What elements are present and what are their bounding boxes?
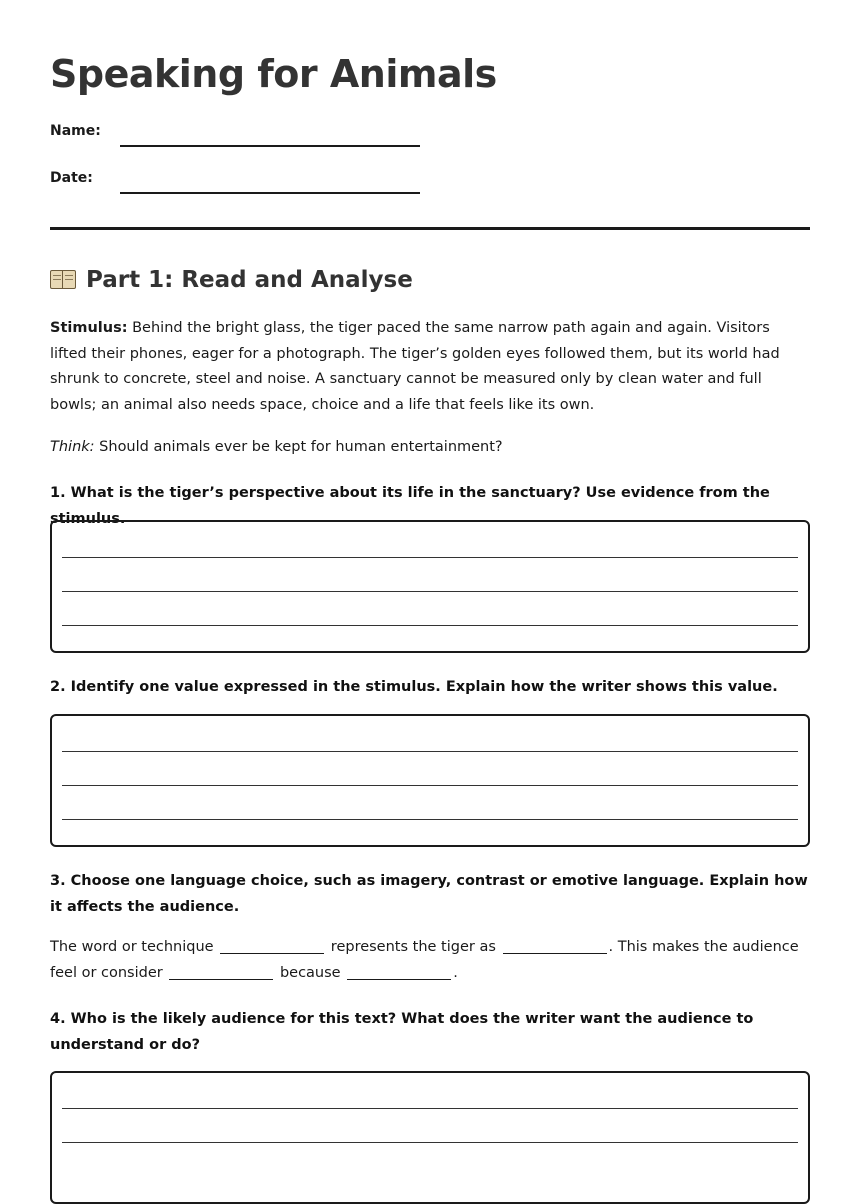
- answer-box-1[interactable]: [50, 520, 810, 653]
- writing-line: [62, 557, 798, 558]
- blank-representation[interactable]: [503, 939, 607, 954]
- frame-text-2: represents the tiger as: [330, 939, 496, 955]
- part1-heading: [50, 264, 413, 296]
- stimulus-text: Behind the bright glass, the tiger paced the same narrow path again and again. Visitors lifted their phones, eager for a photograph. The tiger’s golden eyes followed them, but its world had shrunk to concrete, steel and noise. A sanctuary cannot be measured only by clean water and full bowls; an animal also needs space, choice and a life that feels like its own.: [50, 320, 780, 414]
- think-text: Should animals ever be kept for human entertainment?: [99, 439, 503, 455]
- name-line[interactable]: [120, 145, 420, 147]
- stimulus-label: Stimulus:: [50, 320, 128, 336]
- writing-line: [62, 1108, 798, 1109]
- page-title: Speaking for Animals: [50, 52, 497, 96]
- writing-line: [62, 1142, 798, 1143]
- writing-line: [62, 819, 798, 820]
- frame-text-4: because: [279, 964, 341, 981]
- frame-text-5: .: [453, 964, 458, 981]
- question-3: 3. Choose one language choice, such as imagery, contrast or emotive language. Explain how it affects the audience.: [50, 873, 808, 915]
- writing-line: [62, 785, 798, 786]
- frame-text-3: . This makes the audience feel or consider: [50, 939, 799, 981]
- writing-line: [62, 751, 798, 752]
- stimulus-paragraph: [50, 316, 810, 419]
- date-field[interactable]: [50, 168, 430, 198]
- think-prompt: [50, 435, 810, 461]
- date-label: Date:: [50, 170, 93, 186]
- question-1: 1. What is the tiger’s perspective about its life in the sanctuary? Use evidence from the stimulus.: [50, 485, 770, 527]
- frame-text-1: The word or technique: [50, 939, 214, 955]
- answer-box-2[interactable]: [50, 714, 810, 847]
- open-book-icon: [50, 269, 76, 289]
- date-line[interactable]: [120, 192, 420, 194]
- header-divider: [50, 227, 810, 230]
- blank-feel-consider[interactable]: [169, 965, 273, 980]
- think-label: Think:: [50, 439, 95, 455]
- writing-line: [62, 625, 798, 626]
- name-field[interactable]: [50, 121, 430, 151]
- answer-box-4[interactable]: [50, 1071, 810, 1204]
- part1-heading-text: Part 1: Read and Analyse: [86, 267, 413, 293]
- question-2: 2. Identify one value expressed in the stimulus. Explain how the writer shows this value.: [50, 679, 778, 695]
- blank-technique[interactable]: [220, 939, 324, 954]
- question-4: 4. Who is the likely audience for this text? What does the writer want the audience to understand or do?: [50, 1011, 754, 1053]
- blank-because[interactable]: [347, 965, 451, 980]
- writing-line: [62, 591, 798, 592]
- name-label: Name:: [50, 123, 101, 139]
- sentence-frame: [50, 935, 810, 986]
